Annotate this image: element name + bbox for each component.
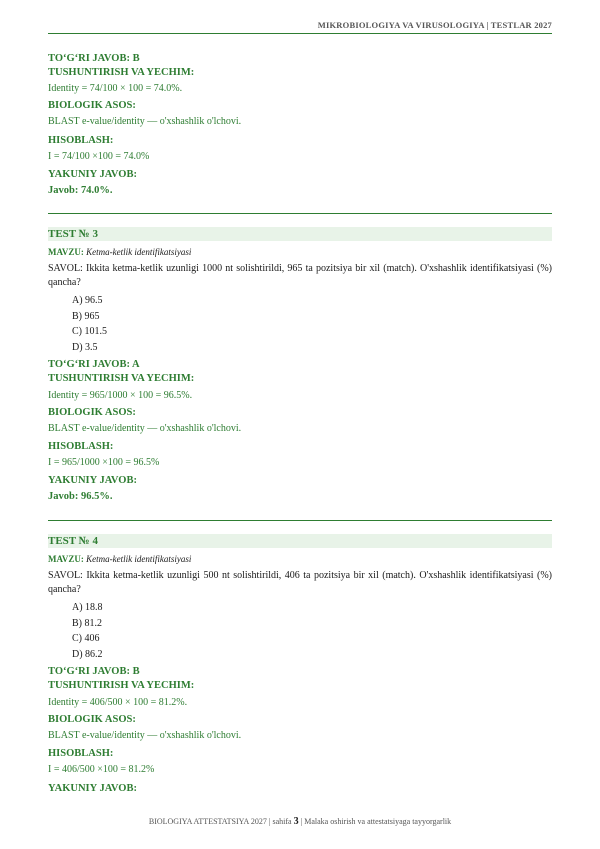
bio-section bbox=[48, 99, 552, 129]
option-a: A) 96.5 bbox=[72, 295, 103, 306]
explanation-label: TUSHUNTIRISH VA YECHIM: bbox=[48, 67, 195, 78]
section-divider bbox=[48, 520, 552, 521]
explanation-text: Identity = 406/500 × 100 = 81.2%. bbox=[48, 697, 188, 708]
explanation-text: Identity = 74/100 × 100 = 74.0%. bbox=[48, 83, 183, 94]
calc-text: I = 965/1000 ×100 = 96.5% bbox=[48, 457, 160, 468]
bio-text: BLAST e-value/identity — o'xshashlik o'lchovi. bbox=[48, 730, 242, 741]
test-4-options bbox=[48, 600, 552, 662]
option-a: A) 18.8 bbox=[72, 602, 103, 613]
explanation-label: TUSHUNTIRISH VA YECHIM: bbox=[48, 373, 195, 384]
final-section bbox=[48, 782, 552, 796]
test-3-title: TEST № 3 bbox=[48, 227, 552, 241]
bio-text: BLAST e-value/identity — o'xshashlik o'lchovi. bbox=[48, 116, 242, 127]
correct-answer: TO‘G‘RI JAVOB: B bbox=[48, 666, 140, 677]
document-page bbox=[48, 0, 552, 849]
test-4-title: TEST № 4 bbox=[48, 534, 552, 548]
calc-section bbox=[48, 134, 552, 164]
bio-text: BLAST e-value/identity — o'xshashlik o'lchovi. bbox=[48, 423, 242, 434]
option-b: B) 965 bbox=[72, 310, 100, 322]
option-b: B) 81.2 bbox=[72, 617, 102, 629]
explanation-text: Identity = 965/1000 × 100 = 96.5%. bbox=[48, 390, 193, 401]
bio-label: BIOLOGIK ASOS: bbox=[48, 407, 136, 418]
final-label: YAKUNIY JAVOB: bbox=[48, 783, 137, 794]
final-answer: Javob: 96.5%. bbox=[48, 491, 113, 502]
test-4-question: SAVOL: Ikkita ketma-ketlik uzunligi 500 nt solishtirildi, 406 ta pozitsiya bir xil (match). O'xshashlik identifikatsiyasi (%) qancha? bbox=[48, 570, 552, 595]
calc-section bbox=[48, 747, 552, 777]
option-d: D) 86.2 bbox=[72, 648, 103, 660]
final-section bbox=[48, 474, 552, 504]
option-c: C) 101.5 bbox=[72, 326, 107, 337]
bio-label: BIOLOGIK ASOS: bbox=[48, 100, 136, 111]
calc-text: I = 74/100 ×100 = 74.0% bbox=[48, 151, 150, 162]
calc-section bbox=[48, 440, 552, 470]
calc-label: HISOBLASH: bbox=[48, 748, 114, 759]
test-3-answer-section bbox=[48, 358, 552, 386]
test-3-options bbox=[48, 293, 552, 355]
test-4-topic: MAVZU: Ketma-ketlik identifikatsiyasi bbox=[48, 554, 192, 564]
calc-text: I = 406/500 ×100 = 81.2% bbox=[48, 764, 155, 775]
test-3-topic: MAVZU: Ketma-ketlik identifikatsiyasi bbox=[48, 247, 192, 257]
option-d: D) 3.5 bbox=[72, 341, 98, 353]
final-label: YAKUNIY JAVOB: bbox=[48, 475, 137, 486]
page-number: 3 bbox=[293, 816, 299, 827]
correct-answer: TO‘G‘RI JAVOB: A bbox=[48, 359, 140, 370]
test-3-question: SAVOL: Ikkita ketma-ketlik uzunligi 1000 nt solishtirildi, 965 ta pozitsiya bir xil (match). O'xshashlik identifikatsiyasi (%) qancha? bbox=[48, 263, 552, 288]
bio-label: BIOLOGIK ASOS: bbox=[48, 714, 136, 725]
test-4-answer-section bbox=[48, 665, 552, 693]
section-divider bbox=[48, 213, 552, 214]
bio-section bbox=[48, 406, 552, 436]
page-footer: BIOLOGIYA ATTESTATSIYA 2027 | sahifa 3 | Malaka oshirish va attestatsiyaga tayyorgarlik bbox=[148, 816, 452, 827]
correct-answer: TO‘G‘RI JAVOB: B bbox=[48, 53, 140, 64]
running-header: MIKROBIOLOGIYA VA VIRUSOLOGIYA | TESTLAR 2027 bbox=[48, 20, 552, 34]
option-c: C) 406 bbox=[72, 633, 100, 644]
calc-label: HISOBLASH: bbox=[48, 441, 114, 452]
explanation-label: TUSHUNTIRISH VA YECHIM: bbox=[48, 680, 195, 691]
calc-label: HISOBLASH: bbox=[48, 135, 114, 146]
bio-section bbox=[48, 713, 552, 743]
final-answer: Javob: 74.0%. bbox=[48, 185, 113, 196]
prev-test-answer-section bbox=[48, 52, 552, 80]
final-section bbox=[48, 168, 552, 198]
final-label: YAKUNIY JAVOB: bbox=[48, 169, 137, 180]
